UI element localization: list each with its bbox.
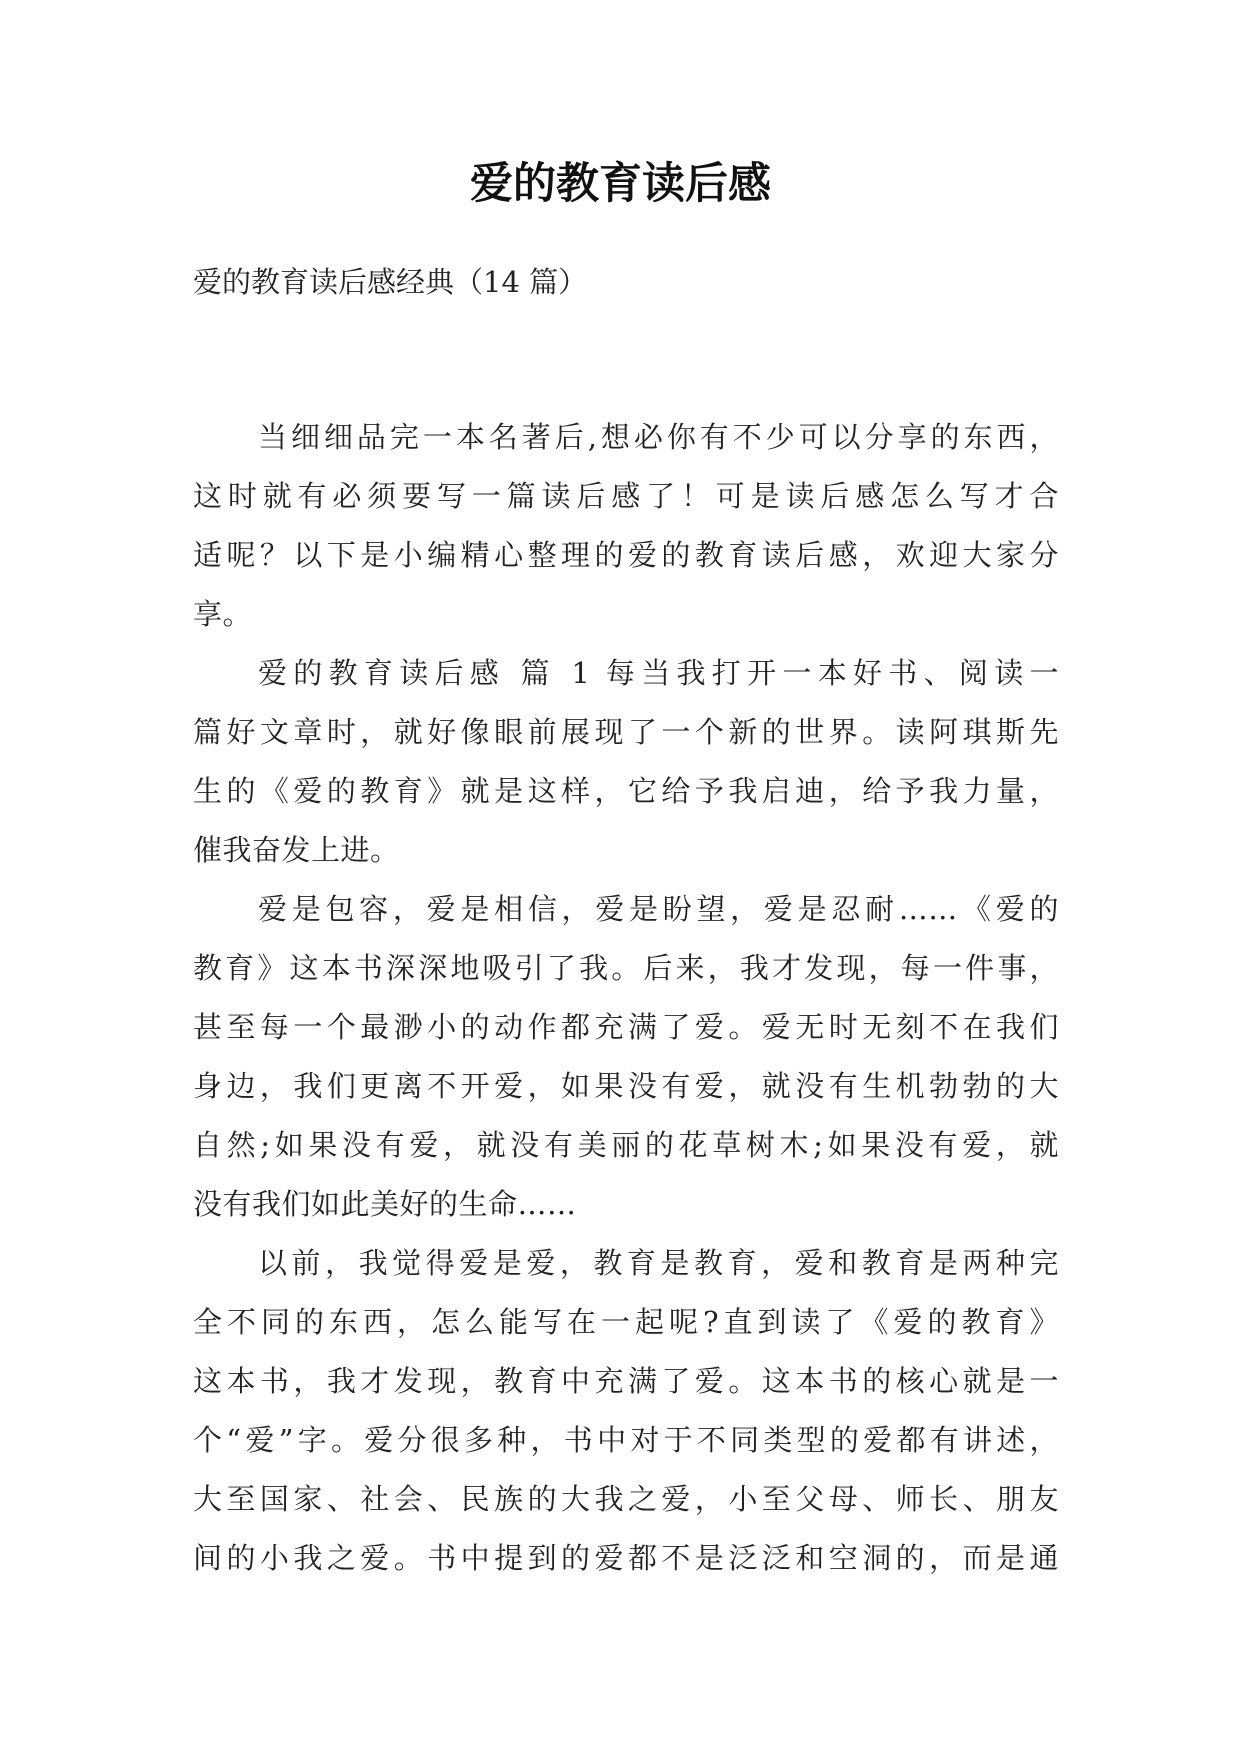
text-line: 催我奋发上进。 bbox=[193, 833, 400, 867]
text-line: 教育》这本书深深地吸引了我。后来，我才发现，每一件事， bbox=[193, 951, 1059, 985]
text-line: 甚至每一个最渺小的动作都充满了爱。爱无时无刻不在我们 bbox=[193, 1010, 1059, 1044]
text-line: 自然;如果没有爱，就没有美丽的花草树木;如果没有爱，就 bbox=[193, 1128, 1059, 1162]
text-line: 大至国家、社会、民族的大我之爱，小至父母、师长、朋友 bbox=[193, 1482, 1059, 1516]
text-line: 身边，我们更离不开爱，如果没有爱，就没有生机勃勃的大 bbox=[193, 1069, 1059, 1103]
text-line: 适呢？以下是小编精心整理的爱的教育读后感，欢迎大家分 bbox=[193, 538, 1059, 572]
text-line: 间的小我之爱。书中提到的爱都不是泛泛和空洞的，而是通 bbox=[193, 1541, 1059, 1575]
text-line: 爱的教育读后感 篇 1 每当我打开一本好书、阅读一 bbox=[258, 656, 1059, 690]
text-line: 篇好文章时，就好像眼前展现了一个新的世界。读阿琪斯先 bbox=[193, 715, 1059, 749]
text-line: 当细细品完一本名著后,想必你有不少可以分享的东西， bbox=[258, 420, 1059, 454]
text-line: 个“爱”字。爱分很多种，书中对于不同类型的爱都有讲述， bbox=[193, 1423, 1059, 1457]
text-line: 没有我们如此美好的生命…… bbox=[193, 1187, 577, 1221]
text-line: 这本书，我才发现，教育中充满了爱。这本书的核心就是一 bbox=[193, 1364, 1059, 1398]
text-line: 这时就有必须要写一篇读后感了！可是读后感怎么写才合 bbox=[193, 479, 1059, 513]
document-body bbox=[193, 408, 1059, 1588]
text-line: 享。 bbox=[193, 597, 253, 631]
text-line: 全不同的东西，怎么能写在一起呢?直到读了《爱的教育》 bbox=[193, 1305, 1059, 1339]
page-title: 爱的教育读后感 bbox=[470, 159, 771, 209]
document-subtitle: 爱的教育读后感经典（14 篇） bbox=[193, 265, 588, 299]
text-line: 以前，我觉得爱是爱，教育是教育，爱和教育是两种完 bbox=[258, 1246, 1059, 1280]
text-line: 生的《爱的教育》就是这样，它给予我启迪，给予我力量， bbox=[193, 774, 1059, 808]
text-line: 爱是包容，爱是相信，爱是盼望，爱是忍耐……《爱的 bbox=[258, 892, 1059, 926]
